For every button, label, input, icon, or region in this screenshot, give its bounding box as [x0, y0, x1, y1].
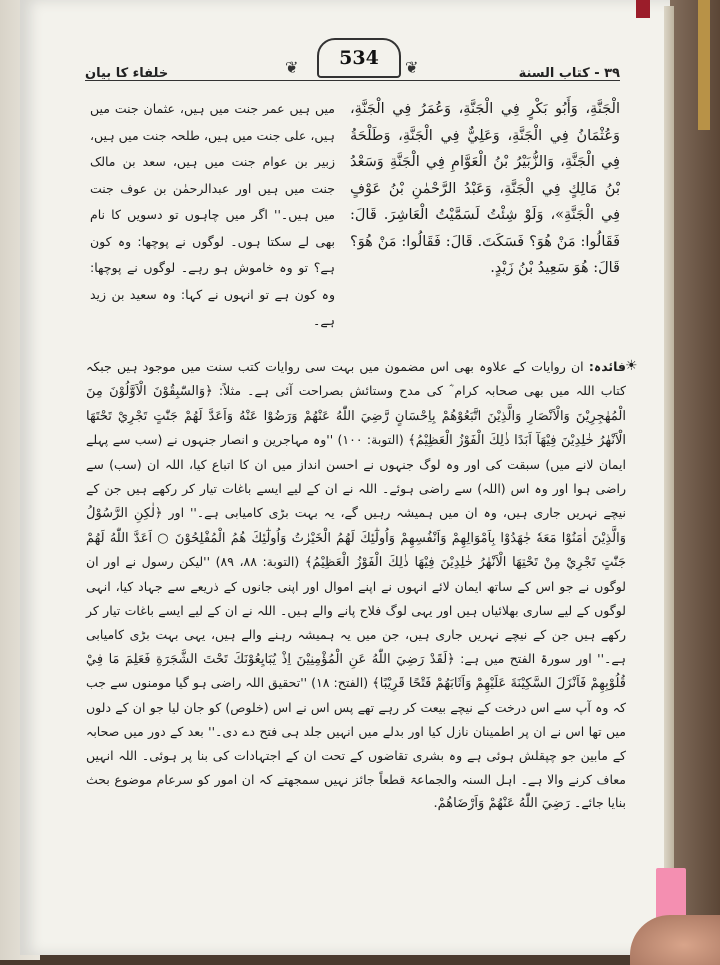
commentary-translation-3: (الفتح: ۱۸) ''تحقیق اللہ راضی ہو گیا مومنوں سے جب کہ وہ آپ سے اس درخت کے نیچے بیعت کر رہے تھے پس اس نے اس (خلوص) کو جان لیا جو ان کے دلوں میں تھا اس نے ان پر اطمینان نازل کیا اور بدلے میں انہیں جلد ہی فتح دے دی۔'' بعد کے دور میں صحابہ کے مابین جو چپقلش ہوئی ہے وہ بشری تقاضوں کے تحت ان کے اجتہادات کی بنا پر ہوئی۔ اللہ انہیں معاف کرنے والا ہے۔ اہل السنہ والجماعۃ قطعاً جائز نہیں سمجھتے کہ ان امور کو سرعام موضوع بحث بنایا جائے۔ [86, 675, 626, 811]
urdu-translation-text [90, 96, 335, 335]
commentary-translation-2: (التوبة: ۸۸، ۸۹) ''لیکن رسول نے اور ان لوگوں نے جو اس کے ساتھ ایمان لائے انہوں نے اپنے اموال اور اپنی جانوں کے ذریعے سے جہاد کیا، انہی لوگوں کے لیے ساری بھلائیاں ہیں اور یہی لوگ فلاح پانے والے ہیں۔ اللہ نے ان کے لیے ایسے باغات تیار کر رکھے ہیں جن کے نیچے نہریں جاری ہیں، جن میں یہ ہمیشہ رہنے والے ہیں، یہی بہت بڑی کامیابی ہے۔'' اور سورۃ الفتح میں ہے: [86, 554, 626, 666]
bookmark-ribbon [698, 0, 710, 130]
page-header [85, 47, 620, 90]
closing-supplication: رَضِيَ اللّٰهُ عَنْهُمْ وَاَرْضَاهُمْ. [433, 796, 571, 812]
urdu-paragraph: میں ہیں عمر جنت میں ہیں، عثمان جنت میں ہیں، علی جنت میں ہیں، طلحہ جنت میں ہیں، زبیر بن عوام جنت میں ہیں، سعد بن مالک جنت میں ہیں اور عبدالرحمٰن بن عوف جنت میں ہیں۔'' اگر میں چاہوں تو دسویں کا نام بھی لے سکتا ہوں۔ لوگوں نے پوچھا: وہ کون ہے؟ تو وہ خاموش ہو رہے۔ لوگوں نے پوچھا: وہ کون ہے تو انہوں نے کہا: وہ سعید بن زید ہے۔ [90, 101, 335, 328]
header-rule [85, 80, 620, 81]
page-number: 534 [339, 47, 379, 69]
commentary-translation-1: (التوبة: ۱۰۰) ''وہ مہاجرین و انصار جنہوں نے (سب سے پہلے ایمان لانے میں) سبقت کی اور وہ لوگ جنہوں نے احسن انداز میں ان کا اتباع کیا، اللہ ان (سب) سے راضی ہوا اور وہ اس (اللہ) سے راضی ہوئے۔ اللہ نے ان کے لیے ایسے باغات تیار کر رکھے ہیں جن کے نیچے نہریں جاری ہیں، وہ ان میں ہمیشہ رہیں گے، یہ بہت بڑی کامیابی ہے۔'' اور [86, 432, 626, 520]
quran-verse-fath-18: ﴿لَقَدْ رَضِيَ اللّٰهُ عَنِ الْمُؤْمِنِيْنَ اِذْ يُبَايِعُوْنَكَ تَحْتَ الشَّجَرَةِ فَعَلِمَ مَا فِيْ قُلُوْبِهِمْ فَاَنْزَلَ السَّكِيْنَةَ عَلَيْهِمْ وَاَثَابَهُمْ فَتْحًا قَرِيْبًا﴾ [86, 651, 626, 692]
commentary-intro: ان روایات کے علاوہ بھی اس مضمون میں بہت سی روایات کتب سنت میں موجود ہیں جبکہ کتاب اللہ میں بھی صحابہ کرام ؓ کی مدح وستائش بصراحت آئی ہے۔ مثلاً: [86, 359, 627, 398]
red-ribbon-marker [636, 0, 650, 18]
chapter-title: خلفاء کا بیان [85, 66, 169, 81]
sticky-note-tab [656, 868, 686, 922]
arabic-hadith-text [350, 96, 620, 282]
commentary-label: فائدہ: [588, 359, 626, 374]
page-stack-edge [664, 6, 674, 946]
commentary-section [86, 355, 626, 816]
quran-verse-tawbah-88: ﴿لٰكِنِ الرَّسُوْلُ وَالَّذِيْنَ اٰمَنُوْا مَعَهٗ جٰهَدُوْا بِاَمْوَالِهِمْ وَاَنْفُسِهِمْ وَاُولٰٓئِكَ لَهُمُ الْخَيْرٰتُ وَاُولٰٓئِكَ هُمُ الْمُفْلِحُوْنَ ○ اَعَدَّ اللّٰهُ لَهُمْ جَنّٰتٍ تَجْرِيْ مِنْ تَحْتِهَا الْاَنْهٰرُ خٰلِدِيْنَ فِيْهَا ذٰلِكَ الْفَوْزُ الْعَظِيْمُ﴾ [86, 505, 627, 571]
ornament-icon: ❦ [285, 58, 299, 77]
sun-ornament-icon: ☀ [625, 358, 638, 374]
page-number-badge [317, 38, 401, 78]
book-title: ۳۹ - کتاب السنة [518, 66, 620, 81]
ornament-icon: ❦ [405, 58, 419, 77]
arabic-paragraph: الْجَنَّةِ، وَأَبُو بَكْرٍ فِي الْجَنَّةِ، وَعُمَرُ فِي الْجَنَّةِ، وَعُثْمَانُ فِي الْجَنَّةِ، وَعَلِيٌّ فِي الْجَنَّةِ، وَطَلْحَةُ فِي الْجَنَّةِ، وَالزُّبَيْرُ بْنُ الْعَوَّامِ فِي الْجَنَّةِ وَسَعْدُ بْنُ مَالِكٍ فِي الْجَنَّةِ، وَعَبْدُ الرَّحْمٰنِ بْنُ عَوْفٍ فِي الْجَنَّةِ»، وَلَوْ شِئْتُ لَسَمَّيْتُ الْعَاشِرَ. قَالَ: فَقَالُوا: مَنْ هُوَ؟ فَسَكَتَ. قَالَ: فَقَالُوا: مَنْ هُوَ؟ قَالَ: هُوَ سَعِيدُ بْنُ زَيْدٍ. [350, 101, 620, 276]
quran-verse-tawbah-100: ﴿وَالسّٰبِقُوْنَ الْاَوَّلُوْنَ مِنَ الْمُهٰجِرِيْنَ وَالْاَنْصَارِ وَالَّذِيْنَ اتَّبَعُوْهُمْ بِاِحْسَانٍ رَّضِيَ اللّٰهُ عَنْهُمْ وَرَضُوْا عَنْهُ وَاَعَدَّ لَهُمْ جَنّٰتٍ تَجْرِيْ تَحْتَهَا الْاَنْهٰرُ خٰلِدِيْنَ فِيْهَآ اَبَدًا ذٰلِكَ الْفَوْزُ الْعَظِيْمُ﴾ [86, 383, 626, 449]
